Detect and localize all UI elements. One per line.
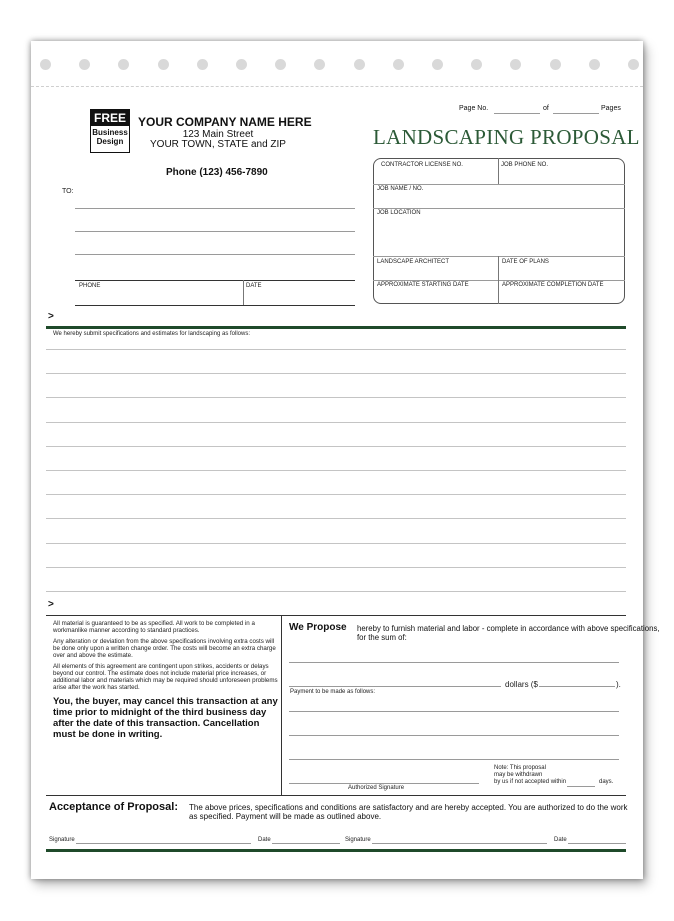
info-divider-top <box>498 158 499 184</box>
perforation-hole <box>354 59 365 70</box>
perforation-hole <box>197 59 208 70</box>
spec-line[interactable] <box>46 518 626 519</box>
to-line-1[interactable] <box>75 208 355 209</box>
note-line-2: may be withdrawn <box>494 772 543 778</box>
we-propose-heading: We Propose <box>289 622 347 633</box>
green-rule-bottom <box>46 849 626 852</box>
perforation-hole <box>79 59 90 70</box>
job-location-label[interactable]: JOB LOCATION <box>377 210 421 216</box>
to-label: TO: <box>62 188 74 195</box>
signature-line-1[interactable] <box>76 843 251 844</box>
logo-line-2: Design <box>96 137 124 146</box>
terms-paragraph-1: All material is guaranteed to be as specified. All work to be completed in a workmanlike manner according to standard practices. <box>53 620 255 634</box>
info-rule-1 <box>373 184 625 185</box>
job-phone-label[interactable]: JOB PHONE NO. <box>501 162 549 168</box>
payment-label: Payment to be made as follows: <box>290 689 376 695</box>
acceptance-top-rule <box>46 795 626 796</box>
sum-words-line[interactable] <box>289 686 501 687</box>
date-label: DATE <box>246 283 262 289</box>
job-name-label[interactable]: JOB NAME / NO. <box>377 186 424 192</box>
page-total-field[interactable] <box>553 113 599 114</box>
date-line-2[interactable] <box>568 843 626 844</box>
spec-line[interactable] <box>46 397 626 398</box>
spec-line[interactable] <box>46 446 626 447</box>
green-rule-top <box>46 326 626 329</box>
perforation-hole <box>628 59 639 70</box>
company-phone: Phone (123) 456-7890 <box>166 167 268 178</box>
spec-line[interactable] <box>46 470 626 471</box>
section-arrow-bottom: > <box>48 599 54 610</box>
contractor-license-label[interactable]: CONTRACTOR LICENSE NO. <box>381 162 463 168</box>
info-divider-bottom <box>498 256 499 304</box>
landscape-architect-label[interactable]: LANDSCAPE ARCHITECT <box>377 259 450 265</box>
logo-line-1: Business <box>92 128 128 137</box>
date-label-2: Date <box>554 837 567 843</box>
payment-line-2[interactable] <box>289 735 619 736</box>
spec-line[interactable] <box>46 349 626 350</box>
perforation-hole <box>158 59 169 70</box>
section-arrow-top: > <box>48 311 54 322</box>
dollars-close: ). <box>616 680 621 689</box>
signature-label-2: Signature <box>345 837 371 843</box>
note-line-3: by us if not accepted within <box>494 779 567 785</box>
dollars-amount-line[interactable] <box>539 686 615 687</box>
company-city: YOUR TOWN, STATE and ZIP <box>150 139 286 150</box>
perforation-hole <box>393 59 404 70</box>
company-street: 123 Main Street <box>182 129 254 140</box>
start-date-label[interactable]: APPROXIMATE STARTING DATE <box>377 282 469 288</box>
to-line-4[interactable] <box>75 280 355 281</box>
signature-label-1: Signature <box>49 837 75 843</box>
logo-free-label: FREE <box>91 110 129 126</box>
spec-line[interactable] <box>46 373 626 374</box>
days-field[interactable] <box>567 786 595 787</box>
we-propose-text: hereby to furnish material and labor - complete in accordance with above specifications, for the sum of: <box>357 624 660 642</box>
authorized-signature-label: Authorized Signature <box>348 785 405 791</box>
proposal-form-sheet <box>31 41 660 879</box>
note-line-1: Note: This proposal <box>494 765 546 771</box>
pages-label: Pages <box>601 105 621 112</box>
perforation-hole <box>275 59 286 70</box>
signature-line-2[interactable] <box>372 843 547 844</box>
terms-paragraph-3: All elements of this agreement are contingent upon strikes, accidents or delays beyond our control. The estimate does not include material price increases, or additional labor and materials which may be required should unforeseen problems arise after the work has started. <box>53 663 278 691</box>
date-label-1: Date <box>258 837 271 843</box>
perforation-strip <box>31 41 643 87</box>
to-line-2[interactable] <box>75 231 355 232</box>
form-title: LANDSCAPING PROPOSAL <box>373 125 640 149</box>
perforation-hole <box>40 59 51 70</box>
spec-line[interactable] <box>46 591 626 592</box>
perforation-hole <box>314 59 325 70</box>
perforation-hole <box>510 59 521 70</box>
cancellation-notice: You, the buyer, may cancel this transaction at any time prior to midnight of the third business day after the date of this transaction. Cancellation must be done in writing. <box>53 696 278 740</box>
perforation-hole <box>589 59 600 70</box>
perforation-hole <box>550 59 561 70</box>
acceptance-text: The above prices, specifications and conditions are satisfactory and are hereby accepted. You are authorized to do the work as specified. Payment will be made as outlined above. <box>189 803 628 821</box>
page-number-label: Page No. <box>459 105 489 112</box>
perforation-hole <box>236 59 247 70</box>
info-rule-2 <box>373 208 625 209</box>
date-of-plans-label[interactable]: DATE OF PLANS <box>502 259 549 265</box>
spec-line[interactable] <box>46 494 626 495</box>
page-of-label: of <box>543 105 549 112</box>
perforation-hole <box>118 59 129 70</box>
perforation-hole <box>432 59 443 70</box>
terms-top-rule <box>46 615 626 616</box>
company-name: YOUR COMPANY NAME HERE <box>138 115 312 129</box>
perforation-hole <box>471 59 482 70</box>
payment-line-3[interactable] <box>289 759 619 760</box>
sum-line[interactable] <box>289 662 619 663</box>
dollars-label: dollars ($ <box>505 680 538 689</box>
info-rule-4 <box>373 280 625 281</box>
phone-date-divider <box>243 280 244 305</box>
spec-line[interactable] <box>46 567 626 568</box>
days-label: days. <box>599 779 614 785</box>
completion-date-label[interactable]: APPROXIMATE COMPLETION DATE <box>502 282 604 288</box>
payment-line-1[interactable] <box>289 711 619 712</box>
to-line-3[interactable] <box>75 254 355 255</box>
page-number-field[interactable] <box>494 113 540 114</box>
terms-divider <box>281 615 282 795</box>
phone-label: PHONE <box>79 283 101 289</box>
spec-line[interactable] <box>46 543 626 544</box>
to-phone-date-line[interactable] <box>75 305 355 306</box>
terms-paragraph-2: Any alteration or deviation from the above specifications involving extra costs will be done only upon a written change order. The costs will become an extra charge over and above the estimate. <box>53 638 276 659</box>
date-line-1[interactable] <box>272 843 340 844</box>
specs-intro: We hereby submit specifications and estimates for landscaping as follows: <box>53 331 250 337</box>
spec-line[interactable] <box>46 422 626 423</box>
authorized-signature-line[interactable] <box>289 783 479 784</box>
acceptance-title: Acceptance of Proposal: <box>49 801 178 813</box>
info-rule-3 <box>373 256 625 257</box>
